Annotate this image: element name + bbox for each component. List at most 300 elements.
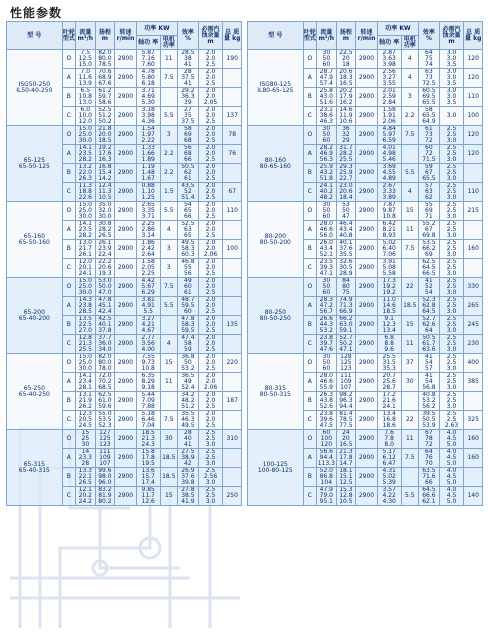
- motor-power-cell: 3: [401, 88, 419, 107]
- flow-cell: 30 50 60: [317, 354, 337, 373]
- shaft-power-cell: 4.84 5.97 6.59: [377, 126, 401, 145]
- impeller-type-cell: B: [62, 164, 75, 183]
- impeller-type-cell: C: [62, 335, 75, 354]
- speed-cell: 2900: [356, 354, 378, 373]
- npsh-cell: 2.0 2.0 2.5: [198, 126, 223, 145]
- table-row: [7, 278, 242, 297]
- shaft-power-cell: 7.87 9.87 10.8: [377, 202, 401, 221]
- speed-cell: 2900: [356, 430, 378, 449]
- col-header-head: 扬程 m: [336, 22, 356, 50]
- shaft-power-cell: 3.81 4.91 5.5: [136, 297, 160, 316]
- model-cell: 80-160 80-65-160: [248, 126, 304, 202]
- impeller-type-cell: A: [303, 69, 316, 88]
- impeller-type-cell: A: [303, 297, 316, 316]
- efficiency-cell: 61 73 72: [419, 126, 440, 145]
- impeller-type-cell: C: [62, 411, 75, 430]
- npsh-cell: 3.0: [439, 107, 464, 126]
- speed-cell: 2900: [115, 259, 137, 278]
- weight-cell: 120: [464, 50, 483, 69]
- shaft-power-cell: 3.71 4.69 5.30: [136, 88, 160, 107]
- head-cell: 16.8 15.4 14.2: [95, 164, 115, 183]
- table-row: [7, 50, 242, 69]
- npsh-cell: 2.0 2.0 2.5: [198, 278, 223, 297]
- flow-cell: 15.0 25.0 30.0: [76, 354, 96, 373]
- speed-cell: 2900: [356, 183, 378, 202]
- weight-cell: [223, 335, 242, 354]
- motor-power-cell: 30: [160, 430, 178, 449]
- speed-cell: 2900: [115, 468, 137, 487]
- shaft-power-cell: 20.7 25.6 28.7: [377, 373, 401, 392]
- impeller-type-cell: C: [303, 183, 316, 202]
- motor-power-cell: 4: [160, 221, 178, 240]
- efficiency-cell: 26.9 37.6 39.8: [178, 468, 199, 487]
- impeller-type-cell: B: [62, 392, 75, 411]
- shaft-power-cell: 5.02 6.40 7.06: [377, 240, 401, 259]
- weight-cell: 400: [464, 354, 483, 373]
- head-cell: 98.2 96.3 94.4: [336, 392, 356, 411]
- weight-cell: [223, 259, 242, 278]
- model-cell: 65-250 65-40-250: [7, 354, 63, 430]
- motor-power-cell: 11: [401, 335, 419, 354]
- efficiency-cell: 64 76 70: [419, 449, 440, 468]
- speed-cell: 2900: [356, 107, 378, 126]
- head-cell: 47.8 45.1 42.4: [95, 297, 115, 316]
- impeller-type-cell: C: [62, 487, 75, 506]
- col-header-speed: 转速 r/min: [115, 22, 137, 50]
- npsh-cell: 2.5 2.5 3.0: [439, 335, 464, 354]
- head-cell: 18.1 15.1 12.5: [336, 468, 356, 487]
- npsh-cell: 3.0 3.0 3.5: [439, 69, 464, 88]
- motor-power-cell: 7.5: [401, 240, 419, 259]
- motor-power-cell: 30: [401, 373, 419, 392]
- flow-cell: 30 50 60: [317, 278, 337, 297]
- model-cell: 65-315 65-40-315: [7, 430, 63, 506]
- head-cell: 83.2 81.9 80.2: [95, 487, 115, 506]
- table-row: [248, 278, 483, 297]
- npsh-cell: 4.0 4.5 5.0: [439, 449, 464, 468]
- flow-cell: 14.1 23.5 28.2: [76, 145, 96, 164]
- speed-cell: 2900: [356, 221, 378, 240]
- col-header-shaft-power: 轴功 率: [136, 36, 160, 50]
- performance-table-left: [6, 21, 242, 506]
- speed-cell: 2900: [356, 335, 378, 354]
- motor-power-cell: 15: [160, 354, 178, 373]
- shaft-power-cell: 7.6 7.8 8.0: [377, 430, 401, 449]
- speed-cell: 2900: [356, 240, 378, 259]
- weight-cell: 110: [464, 88, 483, 107]
- speed-cell: 2900: [356, 126, 378, 145]
- shaft-power-cell: 1.86 2.42 2.64: [136, 240, 160, 259]
- shaft-power-cell: 4.01 4.98 5.46: [377, 145, 401, 164]
- model-cell: 65-200 65-40-200: [7, 278, 63, 354]
- speed-cell: 2900: [356, 411, 378, 430]
- head-cell: 40.1 37.6 35.5: [336, 240, 356, 259]
- model-cell: 80-200 80-50-200: [248, 202, 304, 278]
- efficiency-cell: 49.5 58.3 60.3: [178, 240, 199, 259]
- efficiency-cell: 53.5 66.2 69: [419, 240, 440, 259]
- weight-cell: 100: [464, 107, 483, 126]
- flow-cell: 15.0 25.0 30.0: [76, 126, 96, 145]
- weight-cell: [223, 468, 242, 487]
- npsh-cell: 2.0 2.0 2.5: [198, 69, 223, 88]
- flow-cell: 23.8 39.7 47.6: [317, 335, 337, 354]
- flow-cell: 25.9 43.2 51.8: [317, 164, 337, 183]
- head-cell: 46.4 43.4 40.8: [336, 221, 356, 240]
- motor-power-cell: 3: [160, 259, 178, 278]
- page-title: 性能参数: [10, 6, 63, 20]
- motor-power-cell: 5.5: [401, 164, 419, 183]
- table-row: [7, 354, 242, 373]
- motor-power-cell: 7.5: [401, 126, 419, 145]
- impeller-type-cell: A: [62, 145, 75, 164]
- table-row: [248, 202, 483, 221]
- motor-power-cell: 18.5: [401, 297, 419, 316]
- motor-power-cell: [160, 88, 178, 107]
- shaft-power-cell: 3.18 3.98 4.36: [136, 107, 160, 126]
- head-cell: 22.2 20.6 19.3: [95, 259, 115, 278]
- impeller-type-cell: A: [303, 449, 316, 468]
- efficiency-cell: 64 75 74: [419, 50, 440, 69]
- npsh-cell: 4.0 4.5 5.0: [439, 487, 464, 506]
- npsh-cell: 2.5 2.5 3.0: [198, 449, 223, 468]
- head-cell: 52.5 51.2 50.2: [95, 107, 115, 126]
- flow-cell: 28.7 47.9 57.4: [317, 69, 337, 88]
- motor-power-cell: 5.5: [160, 202, 178, 221]
- shaft-power-cell: 2.25 2.86 3.14: [136, 221, 160, 240]
- impeller-type-cell: O: [62, 278, 75, 297]
- motor-power-cell: [401, 145, 419, 164]
- npsh-cell: 2.5 2.5 3.0: [439, 126, 464, 145]
- speed-cell: 2900: [115, 297, 137, 316]
- flow-cell: 15.0 25.0 30.0: [76, 202, 96, 221]
- impeller-type-cell: A: [62, 297, 75, 316]
- flow-cell: 7.0 11.6 13.9: [76, 69, 96, 88]
- efficiency-cell: 27.8 38.5 41.9: [178, 487, 199, 506]
- efficiency-cell: 36.5 49 52.4: [178, 373, 199, 392]
- efficiency-cell: 55.2 67 69.8: [419, 221, 440, 240]
- weight-cell: 190: [223, 50, 242, 69]
- npsh-cell: 2.5 2.5 3.0: [198, 487, 223, 506]
- weight-cell: [464, 392, 483, 411]
- npsh-cell: 2.5 2.5 3.0: [439, 354, 464, 373]
- flow-cell: 56.6 94.4 113.3: [317, 448, 335, 467]
- col-header-npsh: 必需汽 蚀余量 m: [198, 22, 223, 50]
- speed-cell: 2900: [115, 107, 137, 126]
- efficiency-cell: 47.8 58.3 59.5: [178, 316, 199, 335]
- weight-cell: 385: [464, 373, 483, 392]
- npsh-cell: 2.0 2.0 2.5: [198, 202, 223, 221]
- flow-cell: 30 50 60: [317, 126, 337, 145]
- impeller-type-cell: A: [303, 145, 316, 164]
- head-cell: 23.0 20.6 18.4: [336, 183, 356, 202]
- motor-power-cell: 7.5: [401, 449, 419, 468]
- speed-cell: 2900: [356, 278, 378, 297]
- motor-power-cell: [401, 392, 419, 411]
- flow-cell: 30 50 60: [317, 50, 337, 69]
- weight-cell: 120: [464, 126, 483, 145]
- motor-power-cell: 2.2: [160, 164, 178, 183]
- col-header-impeller: 叶轮 型式: [303, 22, 316, 50]
- flow-cell: 23.1 38.6 46.3: [317, 107, 337, 126]
- flow-cell: 25.8 43.0 51.6: [317, 88, 337, 107]
- weight-cell: 265: [464, 297, 483, 316]
- head-cell: 30.8 28.2 26.5: [95, 221, 115, 240]
- motor-power-cell: 5.5: [401, 487, 419, 506]
- weight-cell: 110: [223, 202, 242, 221]
- efficiency-cell: 39.5 50.5 53.9: [419, 411, 440, 430]
- motor-power-cell: 2.2: [401, 107, 419, 126]
- head-cell: 82.0 80.0 78.0: [95, 354, 115, 373]
- speed-cell: 2900: [115, 88, 137, 107]
- shaft-power-cell: 1.19 1.48 1.67: [136, 164, 160, 183]
- npsh-cell: 2.0 2.0 2.5: [198, 411, 223, 430]
- head-cell: 81.4 78.5 77.5: [336, 411, 356, 430]
- motor-power-cell: 7.5: [160, 69, 178, 88]
- impeller-type-cell: B: [62, 316, 75, 335]
- weight-cell: 137: [223, 107, 242, 126]
- head-cell: 128 125 123: [336, 354, 356, 373]
- flow-cell: 30 50 60: [317, 202, 337, 221]
- impeller-type-cell: B: [62, 468, 75, 487]
- speed-cell: 2900: [356, 88, 378, 107]
- shaft-power-cell: 17.3 19.2 19.2: [377, 278, 401, 297]
- npsh-cell: 2.0 2.0 2.5: [198, 221, 223, 240]
- npsh-cell: 2.0 2.0 2.5: [198, 107, 223, 126]
- efficiency-cell: 28 40 41: [178, 430, 199, 449]
- impeller-type-cell: A: [303, 373, 316, 392]
- npsh-cell: 2.5 2.5 3.0: [439, 316, 464, 335]
- head-cell: 24 20 16.5: [336, 430, 356, 449]
- model-cell: ISG50-250 IL50-40-250: [7, 50, 63, 126]
- efficiency-cell: 58 69 68: [178, 126, 199, 145]
- impeller-type-cell: C: [303, 411, 316, 430]
- efficiency-cell: 36.8 50 53.2: [178, 354, 199, 373]
- col-header-speed: 转速 r/min: [356, 22, 378, 50]
- shaft-power-cell: 2.87 3.63 3.98: [377, 50, 401, 69]
- head-cell: 12.4 11.3 10.5: [95, 183, 115, 202]
- head-cell: 35.0 32.0 30.0: [95, 202, 115, 221]
- shaft-power-cell: 18.5 21.3 24.3: [136, 430, 160, 449]
- npsh-cell: 2.0 2.0 2.06: [198, 373, 223, 392]
- weight-cell: 140: [464, 487, 483, 506]
- speed-cell: 2900: [356, 50, 378, 69]
- weight-cell: 160: [464, 449, 483, 468]
- npsh-cell: 3.0 3.0 3.5: [439, 50, 464, 69]
- efficiency-cell: 34.2 48.2 51.2: [178, 392, 199, 411]
- npsh-cell: 2.0 2.0 2.5: [198, 297, 223, 316]
- head-cell: 127 125 123: [95, 430, 115, 449]
- impeller-type-cell: A: [62, 449, 75, 468]
- speed-cell: 2900: [115, 430, 137, 449]
- npsh-cell: 2.0 2.0 2.5: [198, 392, 223, 411]
- speed-cell: 2900: [356, 259, 378, 278]
- shaft-power-cell: 6.42 8.21 8.93: [377, 221, 401, 240]
- efficiency-cell: 27 35 37.5: [178, 107, 199, 126]
- efficiency-cell: 64.5 66.6 62.1: [419, 487, 440, 506]
- weight-cell: 230: [464, 335, 483, 354]
- table-row: [7, 126, 242, 145]
- impeller-type-cell: C: [62, 183, 75, 202]
- efficiency-cell: 47.4 58 59: [178, 335, 199, 354]
- efficiency-cell: 48.7 59.5 60: [178, 297, 199, 316]
- shaft-power-cell: 11.0 14.6 18.5: [377, 297, 401, 316]
- efficiency-cell: 60 72 71.5: [419, 145, 440, 164]
- shaft-power-cell: 15.8 17.8 19.5: [136, 449, 160, 468]
- efficiency-cell: 28 37.5 41: [178, 69, 199, 88]
- npsh-cell: 2.0 2.0 2.5: [198, 354, 223, 373]
- motor-power-cell: 4: [401, 183, 419, 202]
- impeller-type-cell: B: [303, 240, 316, 259]
- efficiency-cell: 29.2 36.3 39: [178, 88, 199, 107]
- speed-cell: 2900: [115, 126, 137, 145]
- weight-cell: 67: [223, 183, 242, 202]
- npsh-cell: 2.5 2.5 3.0: [439, 392, 464, 411]
- impeller-type-cell: A: [62, 373, 75, 392]
- weight-cell: 245: [464, 316, 483, 335]
- flow-cell: 23.5 39.3 47.1: [317, 259, 337, 278]
- flow-cell: 26.3 43.8 52.6: [317, 392, 337, 411]
- efficiency-cell: 27.5 38.9 42: [178, 449, 199, 468]
- flow-cell: 28.3 47.2 56.7: [317, 297, 337, 316]
- shaft-power-cell: 4.78 5.80 6.18: [136, 69, 160, 88]
- head-cell: 14.6 11.9 10.6: [336, 107, 356, 126]
- flow-cell: 12.0 20.1 24.1: [76, 259, 96, 278]
- flow-cell: 13.5 22.5 27.0: [76, 316, 96, 335]
- table-row: [7, 202, 242, 221]
- impeller-type-cell: B: [62, 88, 75, 107]
- flow-cell: 12.8 21.3 25.5: [76, 335, 96, 354]
- shaft-power-cell: 2.67 3.33 3.89: [377, 183, 401, 202]
- npsh-cell: 2.0 2.0 2.5: [198, 335, 223, 354]
- npsh-cell: 2.0 2.0 2.5: [198, 316, 223, 335]
- shaft-power-cell: 3.27 4.21 4.67: [136, 316, 160, 335]
- impeller-type-cell: O: [303, 202, 316, 221]
- impeller-type-cell: B: [303, 164, 316, 183]
- col-header-shaft-power: 轴功 率: [377, 36, 401, 50]
- impeller-type-cell: A: [303, 221, 316, 240]
- efficiency-cell: 41 54 57: [419, 354, 440, 373]
- speed-cell: 2900: [356, 297, 378, 316]
- weight-cell: 160: [464, 240, 483, 259]
- performance-table-right: [247, 21, 483, 506]
- flow-cell: 14.1 23.5 28.2: [76, 221, 96, 240]
- speed-cell: 2900: [356, 468, 378, 487]
- npsh-cell: 2.5 2.5 3.0: [439, 259, 464, 278]
- head-cell: 21.8 20.0 18.5: [95, 126, 115, 145]
- efficiency-cell: 43.5 52 51.4: [178, 183, 199, 202]
- col-header-flow: 流量 m³/h: [317, 22, 337, 50]
- npsh-cell: 4.0 4.5 5.0: [439, 468, 464, 487]
- table-row: [7, 430, 242, 449]
- head-cell: 19.2 17.6 16.3: [95, 145, 115, 164]
- head-cell: 84 80 75: [336, 278, 356, 297]
- head-cell: 20.2 17.9 16.2: [336, 88, 356, 107]
- flow-cell: 47.9 79.0 95.1: [317, 487, 337, 506]
- weight-cell: [223, 221, 242, 240]
- efficiency-cell: 50.5 62 61: [178, 164, 199, 183]
- motor-power-cell: 18.5: [160, 468, 178, 487]
- flow-cell: 11.3 18.8 22.6: [76, 183, 96, 202]
- col-header-flow: 流量 m³/h: [76, 22, 96, 50]
- col-header-head: 扬程 m: [95, 22, 115, 50]
- head-cell: 37.7 36.0 34.0: [95, 335, 115, 354]
- impeller-type-cell: O: [303, 430, 316, 449]
- head-cell: 72.0 70.2 68.5: [95, 373, 115, 392]
- flow-cell: 23.8 39.6 47.5: [317, 411, 337, 430]
- head-cell: 111 109 107: [95, 449, 115, 468]
- weight-cell: 250: [223, 487, 242, 506]
- speed-cell: 2900: [115, 487, 137, 506]
- shaft-power-cell: 5.87 7.16 7.60: [136, 50, 160, 69]
- model-cell: 65-160 65-50-160: [7, 202, 63, 278]
- flow-cell: 14.1 23.4 28.1: [76, 373, 96, 392]
- npsh-cell: 2.0 2.0 2.5: [198, 145, 223, 164]
- motor-power-cell: [160, 392, 178, 411]
- weight-cell: [464, 164, 483, 183]
- impeller-type-cell: C: [303, 107, 316, 126]
- speed-cell: 2900: [115, 145, 137, 164]
- npsh-cell: 2.0 2.0 2.5: [198, 164, 223, 183]
- npsh-cell: 2.5 2.5 3.0: [439, 278, 464, 297]
- efficiency-cell: 52.5 63 65: [178, 221, 199, 240]
- head-cell: 55.0 53.5 52.3: [95, 411, 115, 430]
- speed-cell: 2900: [115, 392, 137, 411]
- flow-cell: 13.3 22.1 26.5: [76, 468, 96, 487]
- speed-cell: 2900: [115, 335, 137, 354]
- npsh-cell: 2.5 2.5 3.0: [439, 145, 464, 164]
- motor-power-cell: 7.5: [160, 411, 178, 430]
- weight-cell: 78: [223, 126, 242, 145]
- weight-cell: 325: [464, 411, 483, 430]
- impeller-type-cell: B: [303, 468, 316, 487]
- motor-power-cell: 22: [401, 278, 419, 297]
- col-header-impeller: 叶轮 型式: [62, 22, 75, 50]
- npsh-cell: 2.0 2.0 2.05: [198, 88, 223, 107]
- flow-cell: 52.0 86.8 104: [317, 468, 337, 487]
- motor-power-cell: 37: [401, 354, 419, 373]
- head-cell: 62.5 61.0 59.6: [95, 392, 115, 411]
- motor-power-cell: 4: [401, 69, 419, 88]
- npsh-cell: 2.5 2.5 3.0: [439, 240, 464, 259]
- shaft-power-cell: 9.85 11.7 12.6: [136, 487, 160, 506]
- impeller-type-cell: O: [62, 202, 75, 221]
- speed-cell: 2900: [356, 69, 378, 88]
- shaft-power-cell: 5.17 6.12 6.47: [377, 449, 401, 468]
- col-header-power: 功率 KW: [377, 22, 418, 36]
- flow-cell: 13.1 21.9 26.2: [76, 392, 96, 411]
- shaft-power-cell: 9.1 12.3 13.4: [377, 316, 401, 335]
- weight-cell: 215: [464, 202, 483, 221]
- speed-cell: 2900: [115, 411, 137, 430]
- flow-cell: 13.0 21.7 26.1: [76, 240, 96, 259]
- shaft-power-cell: 5.18 6.46 7.04: [136, 411, 160, 430]
- motor-power-cell: 22: [401, 411, 419, 430]
- head-cell: 29.3 25.9 22.7: [336, 164, 356, 183]
- flow-cell: 14 23.3 28: [76, 449, 96, 468]
- table-row: [248, 354, 483, 373]
- model-cell: 100-125 100-80-125: [248, 430, 304, 506]
- model-cell: ISG80-125 IL80-65-125: [248, 50, 304, 126]
- shaft-power-cell: 6.8 8.8 9.6: [377, 335, 401, 354]
- impeller-type-cell: B: [303, 316, 316, 335]
- head-cell: 36 32 29: [336, 126, 356, 145]
- flow-cell: 14.3 23.8 28.5: [76, 297, 96, 316]
- col-header-npsh: 必需汽 蚀余量 m: [439, 22, 464, 50]
- head-cell: 53 50 47: [336, 202, 356, 221]
- impeller-type-cell: C: [303, 259, 316, 278]
- head-cell: 52.7 50.2 47.1: [336, 335, 356, 354]
- head-cell: 42.5 40.1 37.8: [95, 316, 115, 335]
